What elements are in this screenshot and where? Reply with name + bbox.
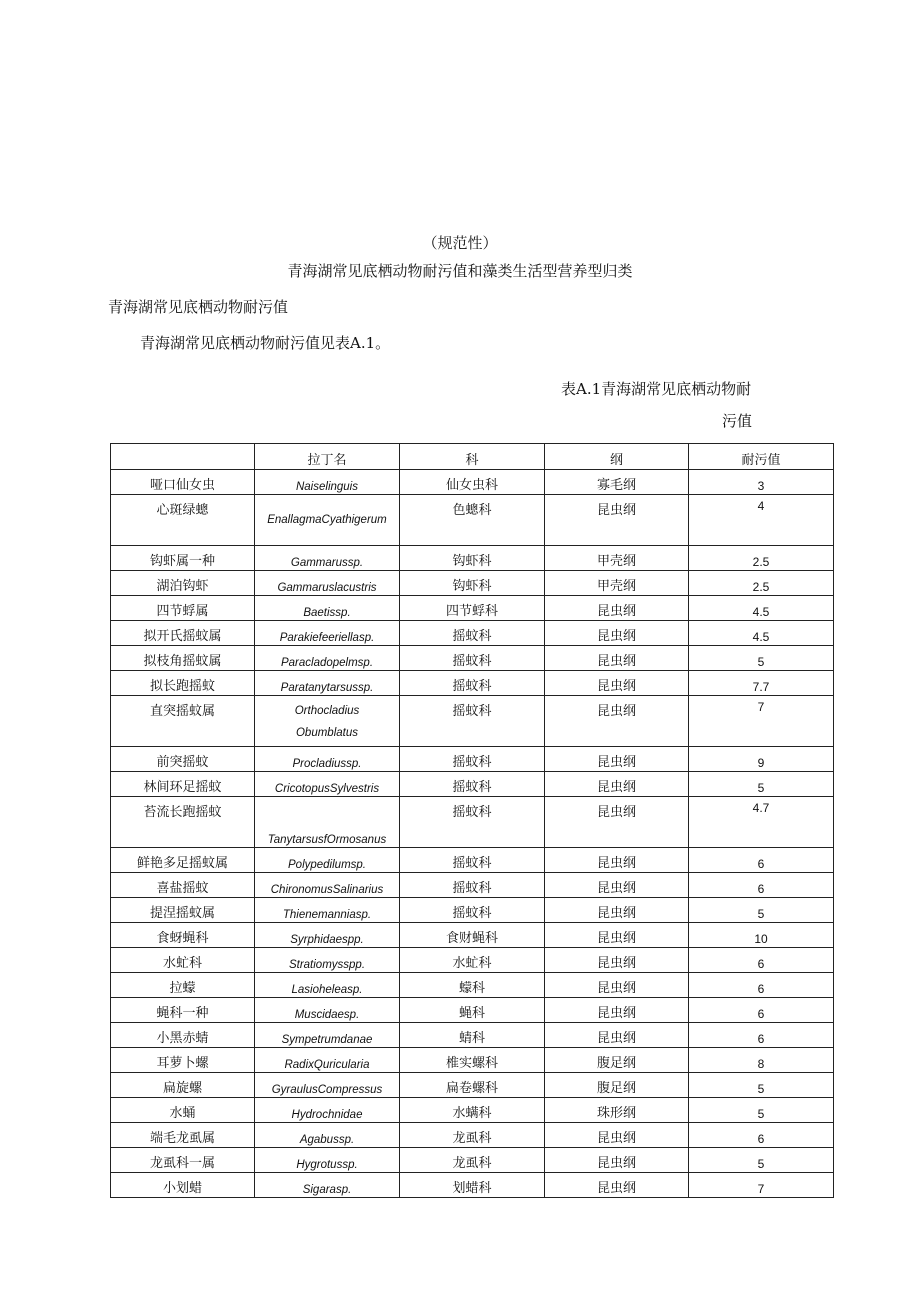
cell-name: 鲜艳多足摇蚊属 bbox=[111, 848, 255, 873]
header-value: 耐污值 bbox=[689, 444, 834, 470]
cell-latin: Hygrotussp. bbox=[255, 1148, 400, 1173]
cell-class: 昆虫纲 bbox=[545, 797, 689, 848]
cell-value: 7 bbox=[689, 696, 834, 747]
cell-class: 昆虫纲 bbox=[545, 1023, 689, 1048]
cell-family: 摇蚊科 bbox=[400, 646, 545, 671]
cell-family: 摇蚊科 bbox=[400, 671, 545, 696]
cell-class: 昆虫纲 bbox=[545, 898, 689, 923]
cell-family: 水螨科 bbox=[400, 1098, 545, 1123]
cell-name: 水蛹 bbox=[111, 1098, 255, 1123]
cell-latin: Lasioheleasp. bbox=[255, 973, 400, 998]
cell-name: 小划蜡 bbox=[111, 1173, 255, 1198]
table-row bbox=[111, 1023, 834, 1048]
cell-latin: Baetissp. bbox=[255, 596, 400, 621]
cell-value: 10 bbox=[689, 923, 834, 948]
cell-value: 2.5 bbox=[689, 571, 834, 596]
cell-name: 拉蠓 bbox=[111, 973, 255, 998]
cell-class: 昆虫纲 bbox=[545, 948, 689, 973]
cell-class: 昆虫纲 bbox=[545, 923, 689, 948]
cell-value: 6 bbox=[689, 948, 834, 973]
cell-latin: Stratiomysspp. bbox=[255, 948, 400, 973]
cell-name: 直突摇蚊属 bbox=[111, 696, 255, 747]
cell-value: 2.5 bbox=[689, 546, 834, 571]
cell-family: 龙虱科 bbox=[400, 1123, 545, 1148]
cell-value: 5 bbox=[689, 1073, 834, 1098]
cell-value: 5 bbox=[689, 646, 834, 671]
cell-class: 昆虫纲 bbox=[545, 646, 689, 671]
cell-latin: Gammaruslacustris bbox=[255, 571, 400, 596]
cell-latin: GyraulusCompressus bbox=[255, 1073, 400, 1098]
cell-value: 9 bbox=[689, 747, 834, 772]
table-row bbox=[111, 646, 834, 671]
table-row bbox=[111, 671, 834, 696]
cell-name: 喜盐摇蚊 bbox=[111, 873, 255, 898]
cell-family: 摇蚊科 bbox=[400, 898, 545, 923]
cell-class: 昆虫纲 bbox=[545, 696, 689, 747]
cell-latin-line2: Obumblatus bbox=[295, 727, 358, 739]
table-row bbox=[111, 596, 834, 621]
cell-value: 7.7 bbox=[689, 671, 834, 696]
cell-class: 昆虫纲 bbox=[545, 621, 689, 646]
cell-latin: Syrphidaespp. bbox=[255, 923, 400, 948]
cell-latin: Paracladopelmsp. bbox=[255, 646, 400, 671]
cell-name: 蝇科一种 bbox=[111, 998, 255, 1023]
cell-name: 林间环足摇蚊 bbox=[111, 772, 255, 797]
cell-class: 昆虫纲 bbox=[545, 848, 689, 873]
cell-class: 昆虫纲 bbox=[545, 973, 689, 998]
table-row bbox=[111, 998, 834, 1023]
table-caption-continued: 污值 bbox=[722, 412, 753, 430]
cell-latin bbox=[255, 696, 400, 747]
cell-latin: Thienemanniasp. bbox=[255, 898, 400, 923]
cell-value: 6 bbox=[689, 848, 834, 873]
cell-value: 4 bbox=[689, 495, 834, 546]
appendix-label: （规范性） bbox=[422, 234, 498, 252]
header-name bbox=[111, 444, 255, 470]
cell-value: 3 bbox=[689, 470, 834, 495]
table-row bbox=[111, 1073, 834, 1098]
cell-class: 昆虫纲 bbox=[545, 671, 689, 696]
table-row bbox=[111, 747, 834, 772]
cell-name: 心斑绿蟌 bbox=[111, 495, 255, 546]
cell-value: 4.5 bbox=[689, 621, 834, 646]
cell-name: 湖泊钩虾 bbox=[111, 571, 255, 596]
cell-value: 4.5 bbox=[689, 596, 834, 621]
cell-family: 仙女虫科 bbox=[400, 470, 545, 495]
cell-class: 腹足纲 bbox=[545, 1048, 689, 1073]
cell-latin: Gammarussp. bbox=[255, 546, 400, 571]
cell-latin: ChironomusSalinarius bbox=[255, 873, 400, 898]
cell-class: 昆虫纲 bbox=[545, 1148, 689, 1173]
cell-latin: RadixQuricularia bbox=[255, 1048, 400, 1073]
cell-name: 耳萝卜螺 bbox=[111, 1048, 255, 1073]
cell-name: 拟枝角摇蚊属 bbox=[111, 646, 255, 671]
cell-name: 拟开氏摇蚊属 bbox=[111, 621, 255, 646]
cell-latin: Sigarasp. bbox=[255, 1173, 400, 1198]
cell-class: 甲壳纲 bbox=[545, 546, 689, 571]
cell-family: 划蜡科 bbox=[400, 1173, 545, 1198]
cell-name: 龙虱科一属 bbox=[111, 1148, 255, 1173]
cell-latin: CricotopusSylvestris bbox=[255, 772, 400, 797]
cell-value: 5 bbox=[689, 1098, 834, 1123]
cell-class: 腹足纲 bbox=[545, 1073, 689, 1098]
cell-value: 6 bbox=[689, 873, 834, 898]
cell-family: 蠓科 bbox=[400, 973, 545, 998]
cell-name: 哑口仙女虫 bbox=[111, 470, 255, 495]
cell-latin-line1: Orthocladius bbox=[294, 705, 360, 717]
cell-name: 食蚜蝇科 bbox=[111, 923, 255, 948]
table-row bbox=[111, 923, 834, 948]
cell-latin: EnallagmaCyathigerum bbox=[255, 495, 400, 546]
cell-class: 昆虫纲 bbox=[545, 873, 689, 898]
cell-name: 四节蜉属 bbox=[111, 596, 255, 621]
cell-name: 前突摇蚊 bbox=[111, 747, 255, 772]
cell-family: 摇蚊科 bbox=[400, 747, 545, 772]
cell-value: 8 bbox=[689, 1048, 834, 1073]
table-row bbox=[111, 1148, 834, 1173]
header-family: 科 bbox=[400, 444, 545, 470]
cell-family: 摇蚊科 bbox=[400, 621, 545, 646]
cell-latin: Procladiussp. bbox=[255, 747, 400, 772]
cell-name: 苔流长跑摇蚊 bbox=[111, 797, 255, 848]
cell-name: 提涅摇蚊属 bbox=[111, 898, 255, 923]
cell-latin: Naiselinguis bbox=[255, 470, 400, 495]
cell-value: 4.7 bbox=[689, 797, 834, 848]
cell-value: 6 bbox=[689, 1023, 834, 1048]
table-row bbox=[111, 571, 834, 596]
cell-name: 拟长跑摇蚊 bbox=[111, 671, 255, 696]
cell-name: 扁旋螺 bbox=[111, 1073, 255, 1098]
cell-value: 5 bbox=[689, 898, 834, 923]
cell-family: 食财蝇科 bbox=[400, 923, 545, 948]
cell-value: 5 bbox=[689, 772, 834, 797]
cell-family: 摇蚊科 bbox=[400, 873, 545, 898]
table-row bbox=[111, 797, 834, 848]
cell-class: 寡毛纲 bbox=[545, 470, 689, 495]
cell-family: 钩虾科 bbox=[400, 546, 545, 571]
cell-class: 昆虫纲 bbox=[545, 1173, 689, 1198]
cell-family: 蝇科 bbox=[400, 998, 545, 1023]
cell-latin: Parakiefeeriellasp. bbox=[255, 621, 400, 646]
cell-class: 昆虫纲 bbox=[545, 747, 689, 772]
section-heading: 青海湖常见底栖动物耐污值 bbox=[108, 298, 289, 316]
table-row bbox=[111, 848, 834, 873]
table-row bbox=[111, 772, 834, 797]
table-row bbox=[111, 495, 834, 546]
table-row bbox=[111, 898, 834, 923]
table-caption: 表A.1青海湖常见底栖动物耐 bbox=[561, 380, 752, 398]
cell-name: 水虻科 bbox=[111, 948, 255, 973]
table-row bbox=[111, 1123, 834, 1148]
cell-name: 小黑赤蜻 bbox=[111, 1023, 255, 1048]
cell-family: 摇蚊科 bbox=[400, 696, 545, 747]
cell-family: 摇蚊科 bbox=[400, 797, 545, 848]
cell-value: 6 bbox=[689, 973, 834, 998]
table-header-row bbox=[111, 444, 834, 470]
cell-family: 摇蚊科 bbox=[400, 772, 545, 797]
cell-family: 扁卷螺科 bbox=[400, 1073, 545, 1098]
cell-latin: Sympetrumdanae bbox=[255, 1023, 400, 1048]
cell-name: 端毛龙虱属 bbox=[111, 1123, 255, 1148]
cell-class: 甲壳纲 bbox=[545, 571, 689, 596]
cell-value: 5 bbox=[689, 1148, 834, 1173]
table-row bbox=[111, 873, 834, 898]
header-latin: 拉丁名 bbox=[255, 444, 400, 470]
table-row bbox=[111, 1098, 834, 1123]
cell-class: 昆虫纲 bbox=[545, 596, 689, 621]
table-row bbox=[111, 470, 834, 495]
cell-class: 珠形纲 bbox=[545, 1098, 689, 1123]
appendix-title: 青海湖常见底栖动物耐污值和藻类生活型营养型归类 bbox=[287, 262, 633, 280]
table-row bbox=[111, 973, 834, 998]
cell-value: 7 bbox=[689, 1173, 834, 1198]
table-row bbox=[111, 546, 834, 571]
cell-family: 四节蜉科 bbox=[400, 596, 545, 621]
cell-family: 色蟌科 bbox=[400, 495, 545, 546]
cell-family: 水虻科 bbox=[400, 948, 545, 973]
cell-class: 昆虫纲 bbox=[545, 998, 689, 1023]
cell-class: 昆虫纲 bbox=[545, 495, 689, 546]
cell-class: 昆虫纲 bbox=[545, 772, 689, 797]
table-row bbox=[111, 696, 834, 747]
table-row bbox=[111, 1048, 834, 1073]
cell-latin: Muscidaesp. bbox=[255, 998, 400, 1023]
cell-latin: Agabussp. bbox=[255, 1123, 400, 1148]
cell-family: 钩虾科 bbox=[400, 571, 545, 596]
pollution-tolerance-table bbox=[110, 443, 834, 1198]
table-row bbox=[111, 621, 834, 646]
cell-family: 龙虱科 bbox=[400, 1148, 545, 1173]
cell-family: 蜻科 bbox=[400, 1023, 545, 1048]
cell-class: 昆虫纲 bbox=[545, 1123, 689, 1148]
intro-paragraph: 青海湖常见底栖动物耐污值见表A.1。 bbox=[140, 334, 391, 352]
cell-family: 摇蚊科 bbox=[400, 848, 545, 873]
cell-latin: TanytarsusfOrmosanus bbox=[255, 797, 400, 848]
table-row bbox=[111, 1173, 834, 1198]
cell-latin: Paratanytarsussp. bbox=[255, 671, 400, 696]
cell-value: 6 bbox=[689, 998, 834, 1023]
cell-name: 钩虾属一种 bbox=[111, 546, 255, 571]
cell-latin: Hydrochnidae bbox=[255, 1098, 400, 1123]
cell-latin: Polypedilumsp. bbox=[255, 848, 400, 873]
header-class: 纲 bbox=[545, 444, 689, 470]
table-row bbox=[111, 948, 834, 973]
cell-value: 6 bbox=[689, 1123, 834, 1148]
cell-family: 椎实螺科 bbox=[400, 1048, 545, 1073]
